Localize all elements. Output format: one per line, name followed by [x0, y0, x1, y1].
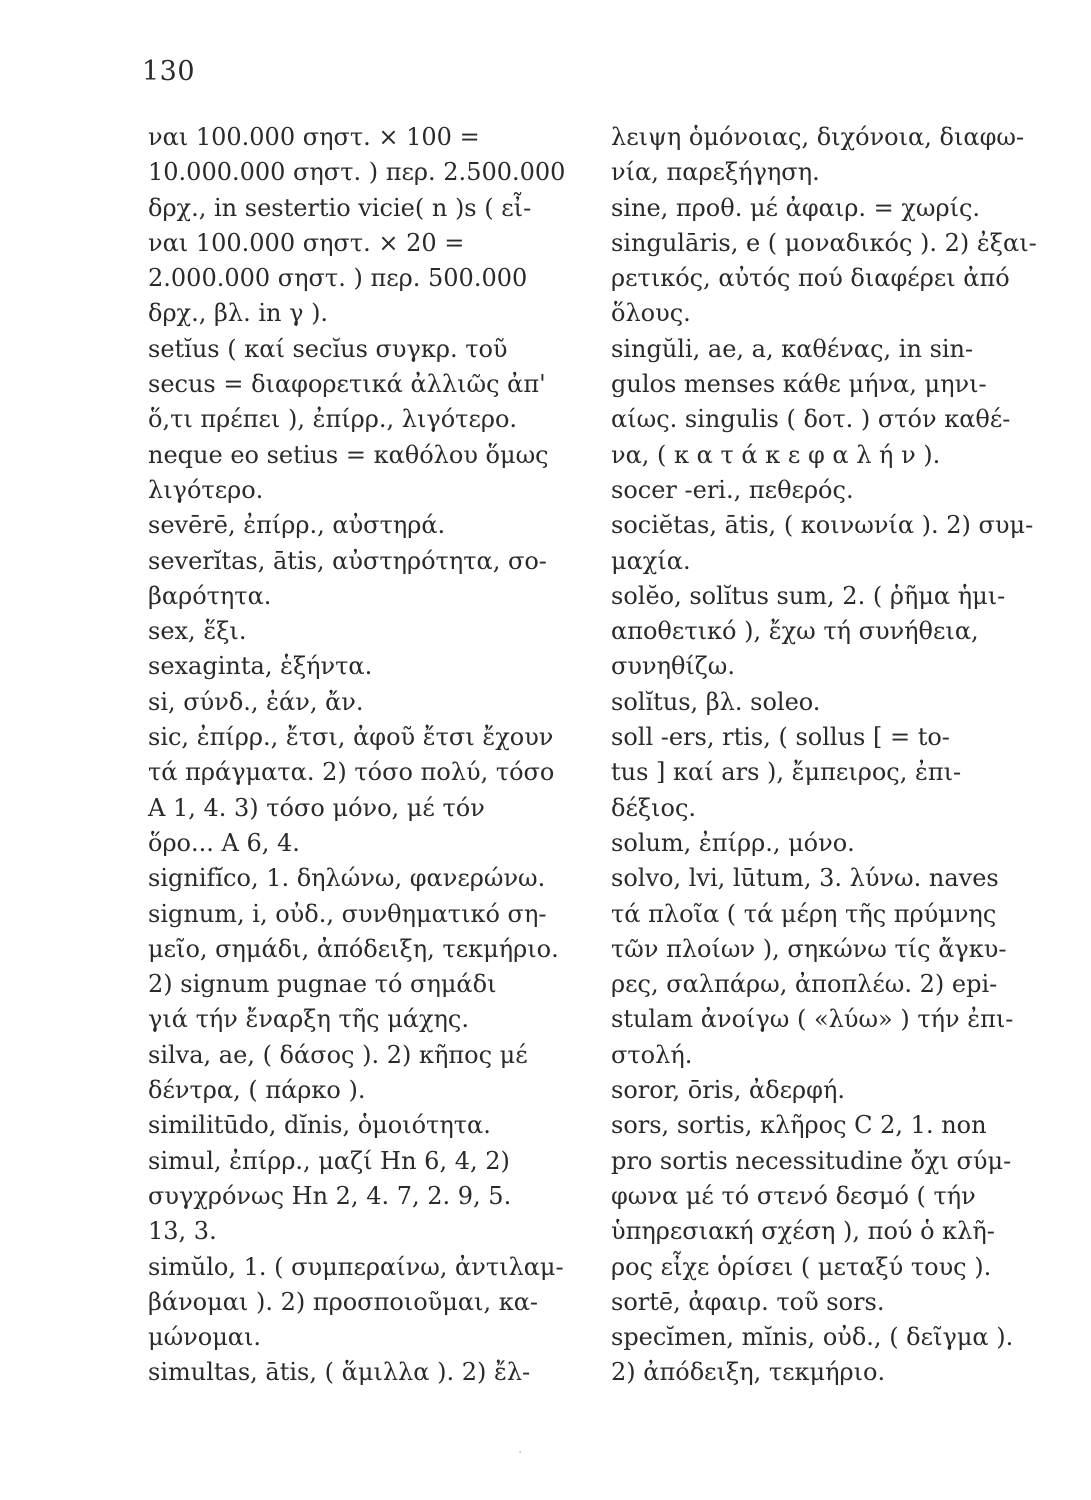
dictionary-line: συγχρόνως Hn 2, 4. 7, 2. 9, 5. — [148, 1181, 512, 1210]
dictionary-line: αποθετικό ), ἔχω τή συνήθεια, — [611, 617, 979, 646]
dictionary-line: ρες, σαλπάρω, ἀποπλέω. 2) epi- — [611, 970, 998, 999]
dictionary-line: signifĭco, 1. δηλώνω, φανερώνω. — [148, 864, 546, 893]
dictionary-line: gulos menses κάθε μήνα, μηνι- — [611, 370, 987, 399]
dictionary-line: ὅλους. — [611, 299, 691, 328]
dictionary-line: A 1, 4. 3) τόσο μόνο, μέ τόν — [148, 793, 485, 822]
dictionary-line: sine, προθ. μέ ἀφαιρ. = χωρίς. — [611, 193, 981, 222]
dictionary-line: pro sortis necessitudine ὄχι σύμ- — [611, 1146, 1012, 1175]
dictionary-line: stulam ἀνοίγω ( «λύω» ) τήν ἐπι- — [611, 1005, 1014, 1034]
dictionary-line: τά πλοῖα ( τά μέρη τῆς πρύμνης — [611, 899, 997, 928]
dictionary-line: si, σύνδ., ἐάν, ἄν. — [148, 687, 364, 716]
dictionary-line: 2) signum pugnae τό σημάδι — [148, 970, 497, 999]
dictionary-line: βαρότητα. — [148, 581, 272, 610]
dictionary-line: singulāris, e ( μοναδικός ). 2) ἐξαι- — [611, 228, 1037, 257]
dictionary-line: sortē, ἀφαιρ. τοῦ sors. — [611, 1287, 885, 1316]
dictionary-line: τῶν πλοίων ), σηκώνω τίς ἄγκυ- — [611, 934, 1007, 963]
dictionary-line: αίως. singulis ( δοτ. ) στόν καθέ- — [611, 405, 1011, 434]
left-column — [148, 120, 588, 1391]
dictionary-line: soll -ers, rtis, ( sollus [ = to- — [611, 723, 950, 752]
dictionary-line: simŭlo, 1. ( συμπεραίνω, ἀντιλαμ- — [148, 1252, 564, 1281]
dictionary-line: solum, ἐπίρρ., μόνο. — [611, 828, 855, 857]
dictionary-line: λειψη ὁμόνοιας, διχόνοια, διαφω- — [611, 123, 1025, 151]
dictionary-line: μώνομαι. — [148, 1323, 262, 1352]
dictionary-line: φωνα μέ τό στενό δεσμό ( τήν — [611, 1181, 976, 1210]
dictionary-line: ναι 100.000 σηστ. × 100 = — [148, 123, 480, 151]
dictionary-line: socer -eri., πεθερός. — [611, 475, 854, 504]
print-speck: · — [518, 1445, 523, 1461]
dictionary-line: sociĕtas, ātis, ( κοινωνία ). 2) συμ- — [611, 511, 1034, 540]
dictionary-line: sex, ἕξι. — [148, 617, 247, 646]
dictionary-line: τά πράγματα. 2) τόσο πολύ, τόσο — [148, 758, 555, 787]
dictionary-line: simultas, ātis, ( ἅμιλλα ). 2) ἔλ- — [148, 1358, 531, 1387]
dictionary-line: severĭtas, ātis, αὐστηρότητα, σο- — [148, 546, 547, 575]
dictionary-line: soror, ōris, ἀδερφή. — [611, 1076, 845, 1105]
dictionary-line: ρετικός, αὐτός πού διαφέρει ἀπό — [611, 264, 1010, 293]
dictionary-line: μεῖο, σημάδι, ἀπόδειξη, τεκμήριο. — [148, 934, 559, 963]
dictionary-line: να, ( κ α τ ά κ ε φ α λ ή ν ). — [611, 440, 941, 469]
dictionary-line: similitūdo, dĭnis, ὁμοιότητα. — [148, 1111, 491, 1140]
dictionary-line: 13, 3. — [148, 1217, 217, 1246]
dictionary-line: signum, i, οὐδ., συνθηματικό ση- — [148, 899, 547, 928]
dictionary-line: ὅρο... A 6, 4. — [148, 828, 300, 857]
dictionary-line: ναι 100.000 σηστ. × 20 = — [148, 228, 465, 257]
dictionary-line: silva, ae, ( δάσος ). 2) κῆπος μέ — [148, 1040, 528, 1069]
dictionary-line: δρχ., in sestertio vicie( n )s ( εἶ- — [148, 193, 532, 222]
dictionary-line: συνηθίζω. — [611, 652, 736, 681]
dictionary-line: γιά τήν ἔναρξη τῆς μάχης. — [148, 1005, 469, 1034]
dictionary-line: βάνομαι ). 2) προσποιοῦμαι, κα- — [148, 1287, 539, 1316]
dictionary-line: solvo, lvi, lūtum, 3. λύνω. naves — [611, 864, 999, 893]
dictionary-line: setĭus ( καί secĭus συγκρ. τοῦ — [148, 334, 508, 363]
dictionary-line: ρος εἶχε ὁρίσει ( μεταξύ τους ). — [611, 1252, 992, 1281]
dictionary-line: tus ] καί ars ), ἔμπειρος, ἐπι- — [611, 758, 962, 787]
dictionary-line: 10.000.000 σηστ. ) περ. 2.500.000 — [148, 158, 566, 187]
right-column — [611, 120, 1051, 1391]
dictionary-line: neque eo setius = καθόλου ὅμως — [148, 440, 549, 469]
dictionary-line: sevērē, ἐπίρρ., αὐστηρά. — [148, 511, 446, 540]
dictionary-line: λιγότερο. — [148, 475, 264, 504]
dictionary-line: specĭmen, mĭnis, οὐδ., ( δεῖγμα ). — [611, 1323, 1014, 1352]
dictionary-line: secus = διαφορετικά ἀλλιῶς ἀπ' — [148, 370, 546, 399]
dictionary-line: 2) ἀπόδειξη, τεκμήριο. — [611, 1358, 886, 1387]
dictionary-line: ὑπηρεσιακή σχέση ), πού ὁ κλῆ- — [611, 1217, 995, 1246]
dictionary-line: μαχία. — [611, 546, 691, 575]
dictionary-line: sexaginta, ἑξήντα. — [148, 652, 373, 681]
dictionary-line: ὅ,τι πρέπει ), ἐπίρρ., λιγότερο. — [148, 405, 518, 434]
page-number: 130 — [142, 56, 196, 87]
dictionary-line: sors, sortis, κλῆρος C 2, 1. non — [611, 1111, 987, 1140]
dictionary-line: δρχ., βλ. in γ ). — [148, 299, 329, 328]
dictionary-line: singŭli, ae, a, καθένας, in sin- — [611, 334, 974, 363]
dictionary-line: δέξιος. — [611, 793, 697, 822]
dictionary-line: solĕo, solĭtus sum, 2. ( ῥῆμα ἡμι- — [611, 581, 1006, 610]
dictionary-line: 2.000.000 σηστ. ) περ. 500.000 — [148, 264, 528, 293]
dictionary-line: sic, ἐπίρρ., ἔτσι, ἀφοῦ ἔτσι ἔχουν — [148, 723, 554, 752]
dictionary-line: δέντρα, ( πάρκο ). — [148, 1076, 366, 1105]
dictionary-line: simul, ἐπίρρ., μαζί Hn 6, 4, 2) — [148, 1146, 510, 1175]
dictionary-line: στολή. — [611, 1040, 693, 1069]
dictionary-line: νία, παρεξήγηση. — [611, 158, 820, 187]
dictionary-line: solĭtus, βλ. soleo. — [611, 687, 821, 716]
